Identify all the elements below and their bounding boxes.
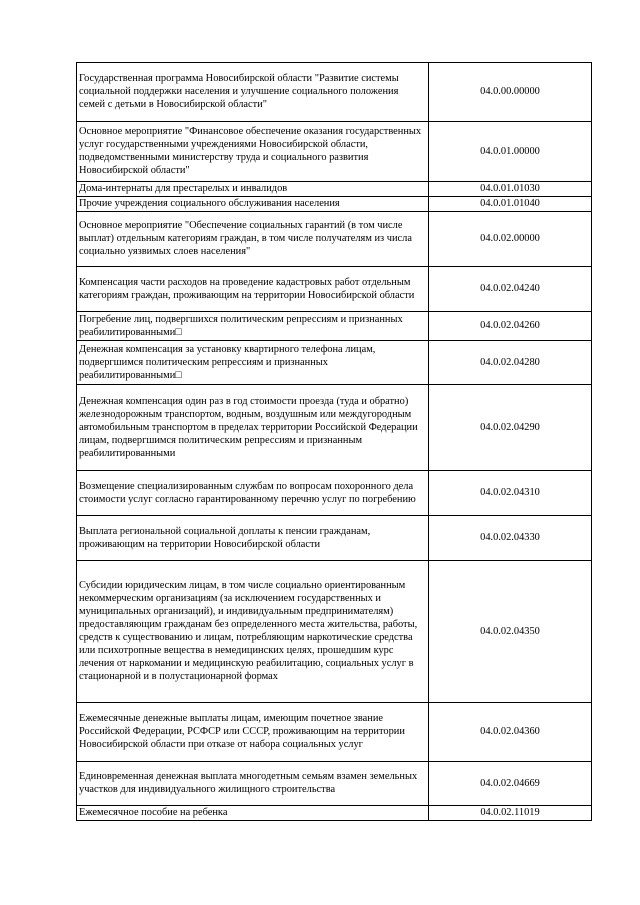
table-row — [77, 806, 592, 821]
program-name-cell: Прочие учреждения социального обслуживания населения — [77, 197, 429, 212]
table-row — [77, 385, 592, 471]
program-code-cell: 04.0.02.04280 — [429, 341, 592, 385]
program-code-cell: 04.0.02.04360 — [429, 703, 592, 762]
table-row — [77, 341, 592, 385]
program-code-cell: 04.0.02.11019 — [429, 806, 592, 821]
table-row — [77, 703, 592, 762]
table-row — [77, 212, 592, 267]
program-name-cell: Денежная компенсация один раз в год стоимости проезда (туда и обратно) железнодорожным транспортом, водным, воздушным или междугородным автомобильным транспортом в пределах территории Российской Федерации лицам, подвергшимся политическим репрессиям и признанным реабилитированными — [77, 385, 429, 471]
program-code-cell: 04.0.02.04260 — [429, 312, 592, 341]
program-code-cell: 04.0.02.04290 — [429, 385, 592, 471]
program-name-cell: Основное мероприятие "Финансовое обеспечение оказания государственных услуг государственными учреждениями Новосибирской области, подведомственными министерству труда и социального развития Новосибирской области" — [77, 122, 429, 182]
table-row — [77, 122, 592, 182]
table-row — [77, 471, 592, 516]
program-name-cell: Возмещение специализированным службам по вопросам похоронного дела стоимости услуг согласно гарантированному перечню услуг по погребению — [77, 471, 429, 516]
program-code-cell: 04.0.02.04310 — [429, 471, 592, 516]
table-row — [77, 182, 592, 197]
program-code-cell: 04.0.02.04240 — [429, 267, 592, 312]
program-code-cell: 04.0.02.00000 — [429, 212, 592, 267]
program-code-cell: 04.0.02.04669 — [429, 762, 592, 806]
table-row — [77, 561, 592, 703]
program-name-cell: Погребение лиц, подвергшихся политическим репрессиям и признанных реабилитированными□ — [77, 312, 429, 341]
table-row — [77, 197, 592, 212]
program-name-cell: Выплата региональной социальной доплаты к пенсии гражданам, проживающим на территории Новосибирской области — [77, 516, 429, 561]
program-name-cell: Ежемесячные денежные выплаты лицам, имеющим почетное звание Российской Федерации, РСФСР или СССР, проживающим на территории Новосибирской области при отказе от набора социальных услуг — [77, 703, 429, 762]
program-name-cell: Дома-интернаты для престарелых и инвалидов — [77, 182, 429, 197]
table-row — [77, 63, 592, 122]
program-name-cell: Ежемесячное пособие на ребенка — [77, 806, 429, 821]
program-name-cell: Денежная компенсация за установку квартирного телефона лицам, подвергшимся политическим репрессиям и признанных реабилитированными□ — [77, 341, 429, 385]
program-name-cell: Субсидии юридическим лицам, в том числе социально ориентированным некоммерческим организациям (за исключением государственных и муниципальных организаций), и индивидуальным предпринимателям) предоставляющим гражданам без определенного места жительства, работы, средств к существованию и лицам, потребляющим наркотические средства или психотропные вещества в немедицинских целях, прошедшим курс лечения от наркомании и медицинскую реабилитацию, социальных услуг в стационарной и в полустационарной формах — [77, 561, 429, 703]
program-code-cell: 04.0.00.00000 — [429, 63, 592, 122]
program-name-cell: Государственная программа Новосибирской области "Развитие системы социальной поддержки населения и улучшение социального положения семей с детьми в Новосибирской области" — [77, 63, 429, 122]
program-code-cell: 04.0.01.01040 — [429, 197, 592, 212]
table-row — [77, 762, 592, 806]
program-name-cell: Компенсация части расходов на проведение кадастровых работ отдельным категориям граждан, проживающим на территории Новосибирской области — [77, 267, 429, 312]
table-row — [77, 312, 592, 341]
table-row — [77, 516, 592, 561]
program-code-cell: 04.0.02.04330 — [429, 516, 592, 561]
program-name-cell: Единовременная денежная выплата многодетным семьям взамен земельных участков для индивидуального жилищного строительства — [77, 762, 429, 806]
table-row — [77, 267, 592, 312]
program-code-cell: 04.0.02.04350 — [429, 561, 592, 703]
program-code-cell: 04.0.01.01030 — [429, 182, 592, 197]
program-name-cell: Основное мероприятие "Обеспечение социальных гарантий (в том числе выплат) отдельным категориям граждан, в том числе получателям из числа социально уязвимых слоев населения" — [77, 212, 429, 267]
budget-classification-table — [76, 62, 592, 821]
program-code-cell: 04.0.01.00000 — [429, 122, 592, 182]
